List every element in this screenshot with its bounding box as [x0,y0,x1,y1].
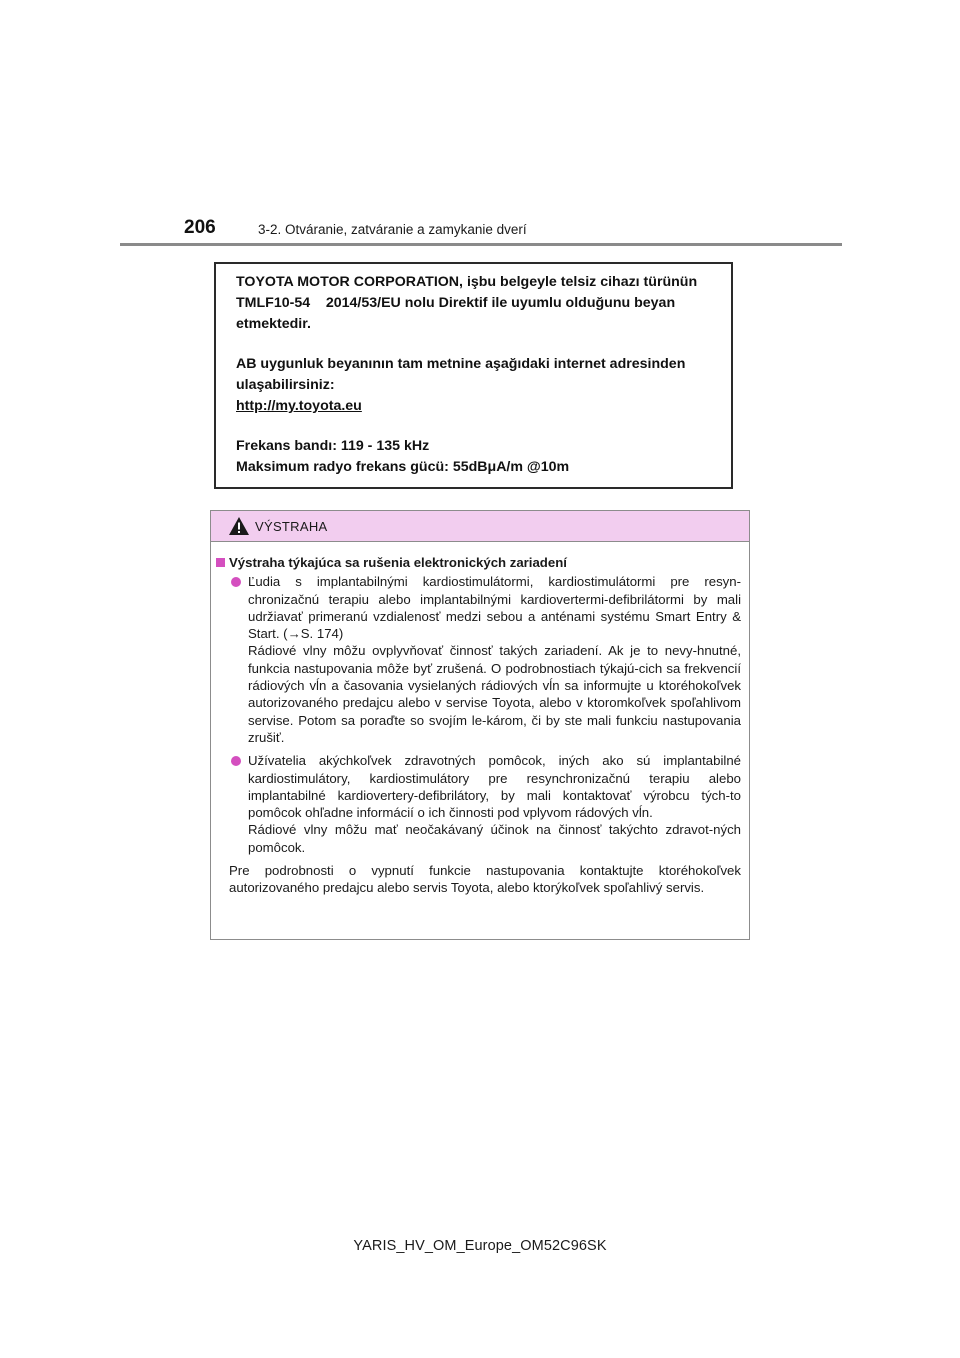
item-2-paragraph-2: Rádiové vlny môžu mať neočakávaný účinok na činnosť takýchto zdravot-ných pomôcok. [248,822,741,855]
warning-title: VÝSTRAHA [255,519,328,534]
declaration-link[interactable]: http://my.toyota.eu [236,398,362,414]
page-header [120,214,842,248]
page-number: 206 [184,217,216,238]
item-1-paragraph-2: Rádiové vlny môžu ovplyvňovať činnosť takých zariadení. Ak je to nevy-hnutné, funkcia nastupovania môže byť zrušená. O podrobnostiach týkajú-cich sa frekvencií rádiových vĺn a časovania vysielaných rádiových vĺn sa informujte u ktoréhokoľvek autorizovaného predajcu alebo v servise Toyota, alebo v ktoromkoľvek spoľahlivom servise. Potom sa poraďte so svojím le-károm, či by ste mali funkciu nastupovania zrušiť. [248,643,741,745]
warning-triangle-icon [228,516,250,536]
declaration-line-5: ulaşabilirsiniz: [236,377,335,393]
header-divider [120,243,842,246]
square-bullet-icon [216,558,225,567]
frequency-band: Frekans bandı: 119 - 135 kHz [236,438,430,454]
declaration-line-1: TOYOTA MOTOR CORPORATION, işbu belgeyle telsiz cihazı türünün [236,274,698,290]
warning-header [211,511,749,542]
max-radio-power: Maksimum radyo frekans gücü: 55dBμA/m @10m [236,459,570,475]
document-id-footer: YARIS_HV_OM_Europe_OM52C96SK [353,1238,607,1254]
warning-box [210,510,750,940]
warning-subheading [216,554,741,571]
declaration-line-4: AB uygunluk beyanının tam metnine aşağıdaki internet adresinden [236,356,686,372]
item-1-paragraph-1: Ľudia s implantabilnými kardiostimulátormi, kardiostimulátormi pre resyn-chronizačnú terapiu alebo implantabilnými kardiovertermi-defibrilátormi by mali udržiavať primeranú vzdialenosť medzi sebou a anténami systému Smart Entry & Start. (→S. 174) [248,574,741,642]
section-title: 3-2. Otváranie, zatváranie a zamykanie dverí [258,222,527,237]
bullet-icon [231,756,241,766]
warning-body [211,542,749,897]
item-2-paragraph-1: Užívatelia akýchkoľvek zdravotných pomôcok, iných ako sú implantabilné kardiostimulátory, kardiostimulátory pre resynchronizačnú terapiu alebo implantabilné kardiovertery-defibrilátory, by mali kontaktovať výrobcu tých-to pomôcok ohľadne informácií o ich činnosti pod vplyvom rádových vĺn. [248,753,741,821]
declaration-of-conformity-box [214,262,733,489]
list-item [216,752,741,856]
declaration-line-3: etmektedir. [236,316,311,332]
list-item [216,573,741,746]
warning-subheading-text: Výstraha týkajúca sa rušenia elektronických zariadení [229,555,567,570]
bullet-icon [231,577,241,587]
declaration-line-2: TMLF10-54 2014/53/EU nolu Direktif ile uyumlu olduğunu beyan [236,295,676,311]
closing-paragraph: Pre podrobnosti o vypnutí funkcie nastupovania kontaktujte ktoréhokoľvek autorizovaného predajcu alebo servis Toyota, alebo ktorýkoľvek spoľahlivý servis. [229,863,741,896]
